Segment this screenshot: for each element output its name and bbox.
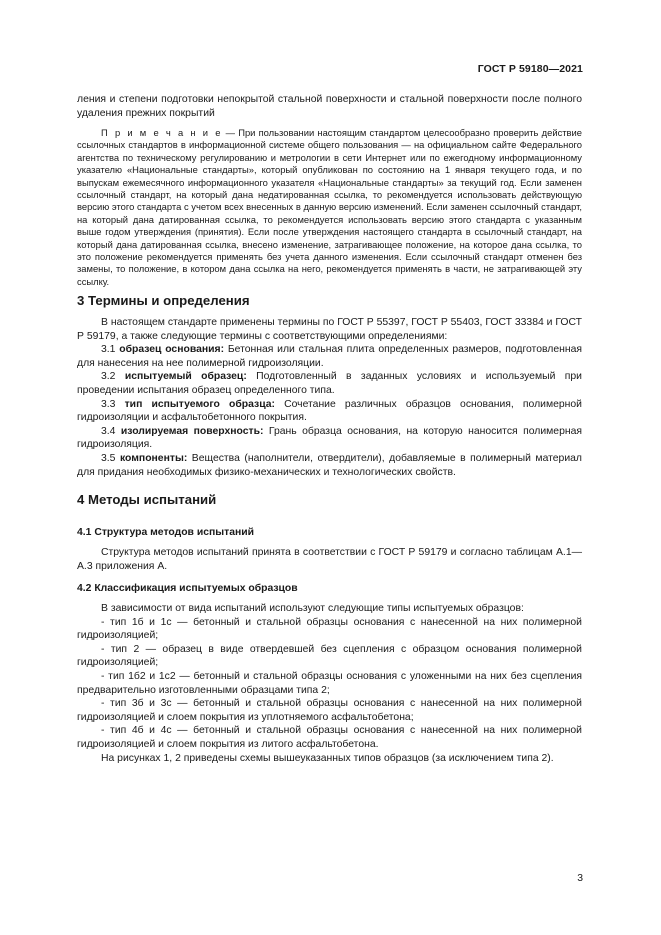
term-name: изолируемая поверхность: xyxy=(120,425,264,437)
section3-intro: В настоящем стандарте применены термины по ГОСТ Р 55397, ГОСТ Р 55403, ГОСТ 33384 и ГОСТ Р 59179, а также следующие термины с соответствующими определениями: xyxy=(77,317,582,342)
term-number: 3.3 xyxy=(101,398,125,410)
term-3-3 xyxy=(77,398,582,425)
page-number: 3 xyxy=(577,873,583,884)
section4-1-body xyxy=(77,546,582,573)
intro-block xyxy=(77,93,582,120)
term-number: 3.4 xyxy=(101,425,121,437)
section4-title: 4 Методы испытаний xyxy=(77,492,217,507)
term-3-5 xyxy=(77,452,582,479)
section3-title: 3 Термины и определения xyxy=(77,293,250,308)
section4-2-body xyxy=(77,602,582,765)
term-name: компоненты: xyxy=(119,452,188,464)
note-text: — При пользовании настоящим стандартом целесообразно проверить действие ссылочных стандартов в информационной системе общего пользования — на официальном сайте Федерального агентства по техническому регулированию и метрологии в сети Интернет или по ежегодному информационному указателю «Национальные стандарты», который опубликован по состоянию на 1 января текущего года, и по выпускам ежемесячного информационного указателя «Национальные стандарты» за текущий год. Если заменен ссылочный стандарт, на который дана недатированная ссылка, то рекомендуется использовать действующую версию этого стандарта с учетом всех внесенных в данную версию изменений. Если заменен ссылочный стандарт, на который дана датированная ссылка, то рекомендуется использовать версию этого стандарта с указанным выше годом утверждения (принятия). Если после утверждения настоящего стандарта в ссылочный стандарт, на который дана датированная ссылка, внесено изменение, затрагивающее положение, на которое дана ссылка, то это положение рекомендуется применять без учета данного изменения. Если ссылочный стандарт отменен без замены, то положение, в котором дана ссылка на него, рекомендуется применять в части, не затрагивающей эту ссылку. xyxy=(77,127,582,287)
section3-body xyxy=(77,316,582,479)
section4-2-intro: В зависимости от вида испытаний используют следующие типы испытуемых образцов: xyxy=(101,603,524,614)
section4-1-text: Структура методов испытаний принята в соответствии с ГОСТ Р 59179 и согласно таблицам А.1—А.3 приложения А. xyxy=(77,547,582,572)
term-name: испытуемый образец: xyxy=(124,371,247,383)
term-definition: Грань образца основания, на которую наносится полимерная гидроизоляция. xyxy=(77,425,582,451)
section4-1-title: 4.1 Структура методов испытаний xyxy=(77,527,255,538)
intro-continuation: ления и степени подготовки непокрытой стальной поверхности и стальной поверхности после полного удаления прежних покрытий xyxy=(77,94,582,119)
term-number: 3.1 xyxy=(101,344,120,356)
term-definition: Сочетание различных образцов основания, полимерной гидроизоляции и асфальтобетонного покрытия. xyxy=(77,398,582,424)
term-3-2 xyxy=(77,370,582,397)
term-number: 3.5 xyxy=(101,452,120,464)
term-name: образец основания: xyxy=(119,344,225,356)
term-definition: Вещества (наполнители, отвердители), добавляемые в полимерный материал для придания необходимых физико-механических и технологических свойств. xyxy=(77,452,582,478)
list-item: - тип 4б и 4с — бетонный и стальной образцы основания с нанесенной на них полимерной гидроизоляцией и слоем покрытия из литого асфальтобетона. xyxy=(77,725,582,750)
term-definition: Бетонная или стальная плита определенных размеров, подготовленная для нанесения на нее полимерной гидроизоляции. xyxy=(77,344,582,369)
document-header: ГОСТ Р 59180—2021 xyxy=(477,63,583,75)
term-definition: Подготовленный в заданных условиях и используемый при проведении испытания образец определенного типа. xyxy=(77,371,582,396)
term-3-4 xyxy=(77,425,582,452)
list-item: - тип 1б2 и 1с2 — бетонный и стальной образцы основания с уложенными на них без сцепления предварительно изготовленными образцами типа 2; xyxy=(77,670,582,696)
list-item: - тип 1б и 1с — бетонный и стальной образцы основания с нанесенной на них полимерной гидроизоляцией; xyxy=(77,616,582,642)
section4-2-title: 4.2 Классификация испытуемых образцов xyxy=(77,583,298,594)
term-3-1 xyxy=(77,343,582,370)
section4-2-closing: На рисунках 1, 2 приведены схемы вышеуказанных типов образцов (за исключением типа 2). xyxy=(101,752,554,764)
term-number: 3.2 xyxy=(101,371,125,383)
term-name: тип испытуемого образца: xyxy=(124,398,275,410)
note-paragraph xyxy=(77,127,582,288)
list-item: - тип 2 — образец в виде отвердевшей без сцепления с образцом основания полимерной гидроизоляцией; xyxy=(77,643,582,669)
list-item: - тип 3б и 3с — бетонный и стальной образцы основания с нанесенной на них полимерной гидроизоляцией и слоем покрытия из уплотняемого асфальтобетона; xyxy=(77,698,582,723)
note-block xyxy=(77,127,582,288)
note-label: П р и м е ч а н и е xyxy=(101,127,223,138)
